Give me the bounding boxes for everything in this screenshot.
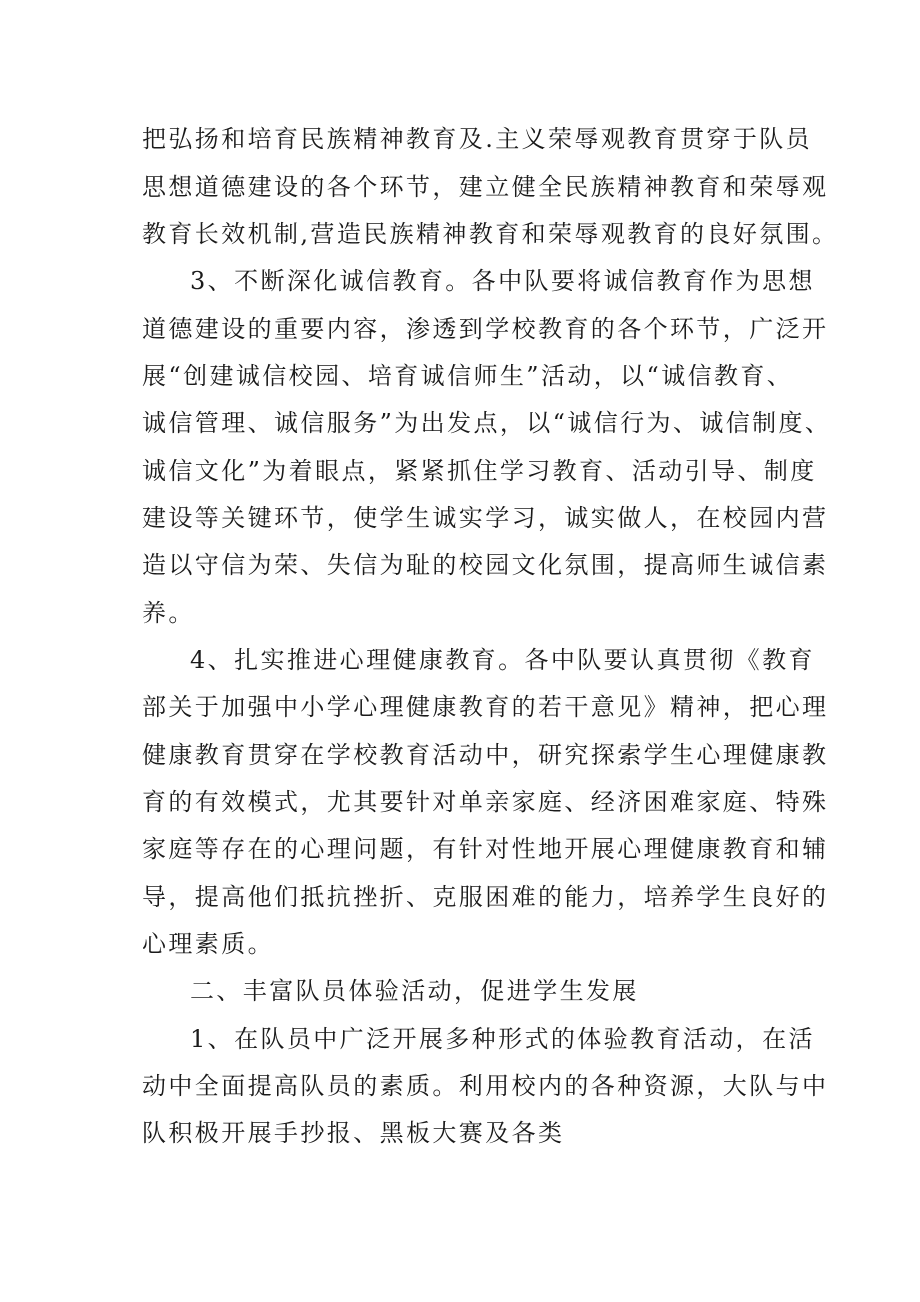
text-line-22: 队积极开展手抄报、黑板大赛及各类 <box>142 1119 565 1147</box>
text-line-5: 道德建设的重要内容，渗透到学校教育的各个环节，广泛开 <box>142 315 829 343</box>
text-line-20: 1、在队员中广泛开展多种形式的体验教育活动，在活 <box>190 1025 815 1053</box>
text-line-16: 家庭等存在的心理问题，有针对性地开展心理健康教育和辅 <box>142 835 829 863</box>
text-line-12: 4、扎实推进心理健康教育。各中队要认真贯彻《教育 <box>190 646 815 674</box>
text-line-10: 造以守信为荣、失信为耻的校园文化氛围，提高师生诚信素 <box>142 551 829 579</box>
text-line-8: 诚信文化”为着眼点，紧紧抓住学习教育、活动引导、制度 <box>142 457 817 485</box>
text-line-1: 把弘扬和培育民族精神教育及.主义荣辱观教育贯穿于队员 <box>142 125 813 153</box>
text-line-17: 导，提高他们抵抗挫折、克服困难的能力，培养学生良好的 <box>142 883 829 911</box>
text-line-2: 思想道德建设的各个环节，建立健全民族精神教育和荣辱观 <box>142 173 829 201</box>
text-line-21: 动中全面提高队员的素质。利用校内的各种资源，大队与中 <box>142 1072 829 1100</box>
text-line-11: 养。 <box>142 599 195 627</box>
text-line-6: 展“创建诚信校园、培育诚信师生”活动，以“诚信教育、 <box>142 362 794 390</box>
text-line-9: 建设等关键环节，使学生诚实学习，诚实做人，在校园内营 <box>142 504 829 532</box>
text-line-3: 教育长效机制,营造民族精神教育和荣辱观教育的良好氛围。 <box>142 220 839 248</box>
section-heading: 二、丰富队员体验活动，促进学生发展 <box>190 977 639 1005</box>
text-line-14: 健康教育贯穿在学校教育活动中，研究探索学生心理健康教 <box>142 741 829 769</box>
text-line-7: 诚信管理、诚信服务”为出发点，以“诚信行为、诚信制度、 <box>142 409 832 437</box>
text-line-13: 部关于加强中小学心理健康教育的若干意见》精神，把心理 <box>142 693 829 721</box>
text-line-15: 育的有效模式，尤其要针对单亲家庭、经济困难家庭、特殊 <box>142 788 829 816</box>
text-line-4: 3、不断深化诚信教育。各中队要将诚信教育作为思想 <box>190 267 815 295</box>
text-line-18: 心理素质。 <box>142 930 274 958</box>
